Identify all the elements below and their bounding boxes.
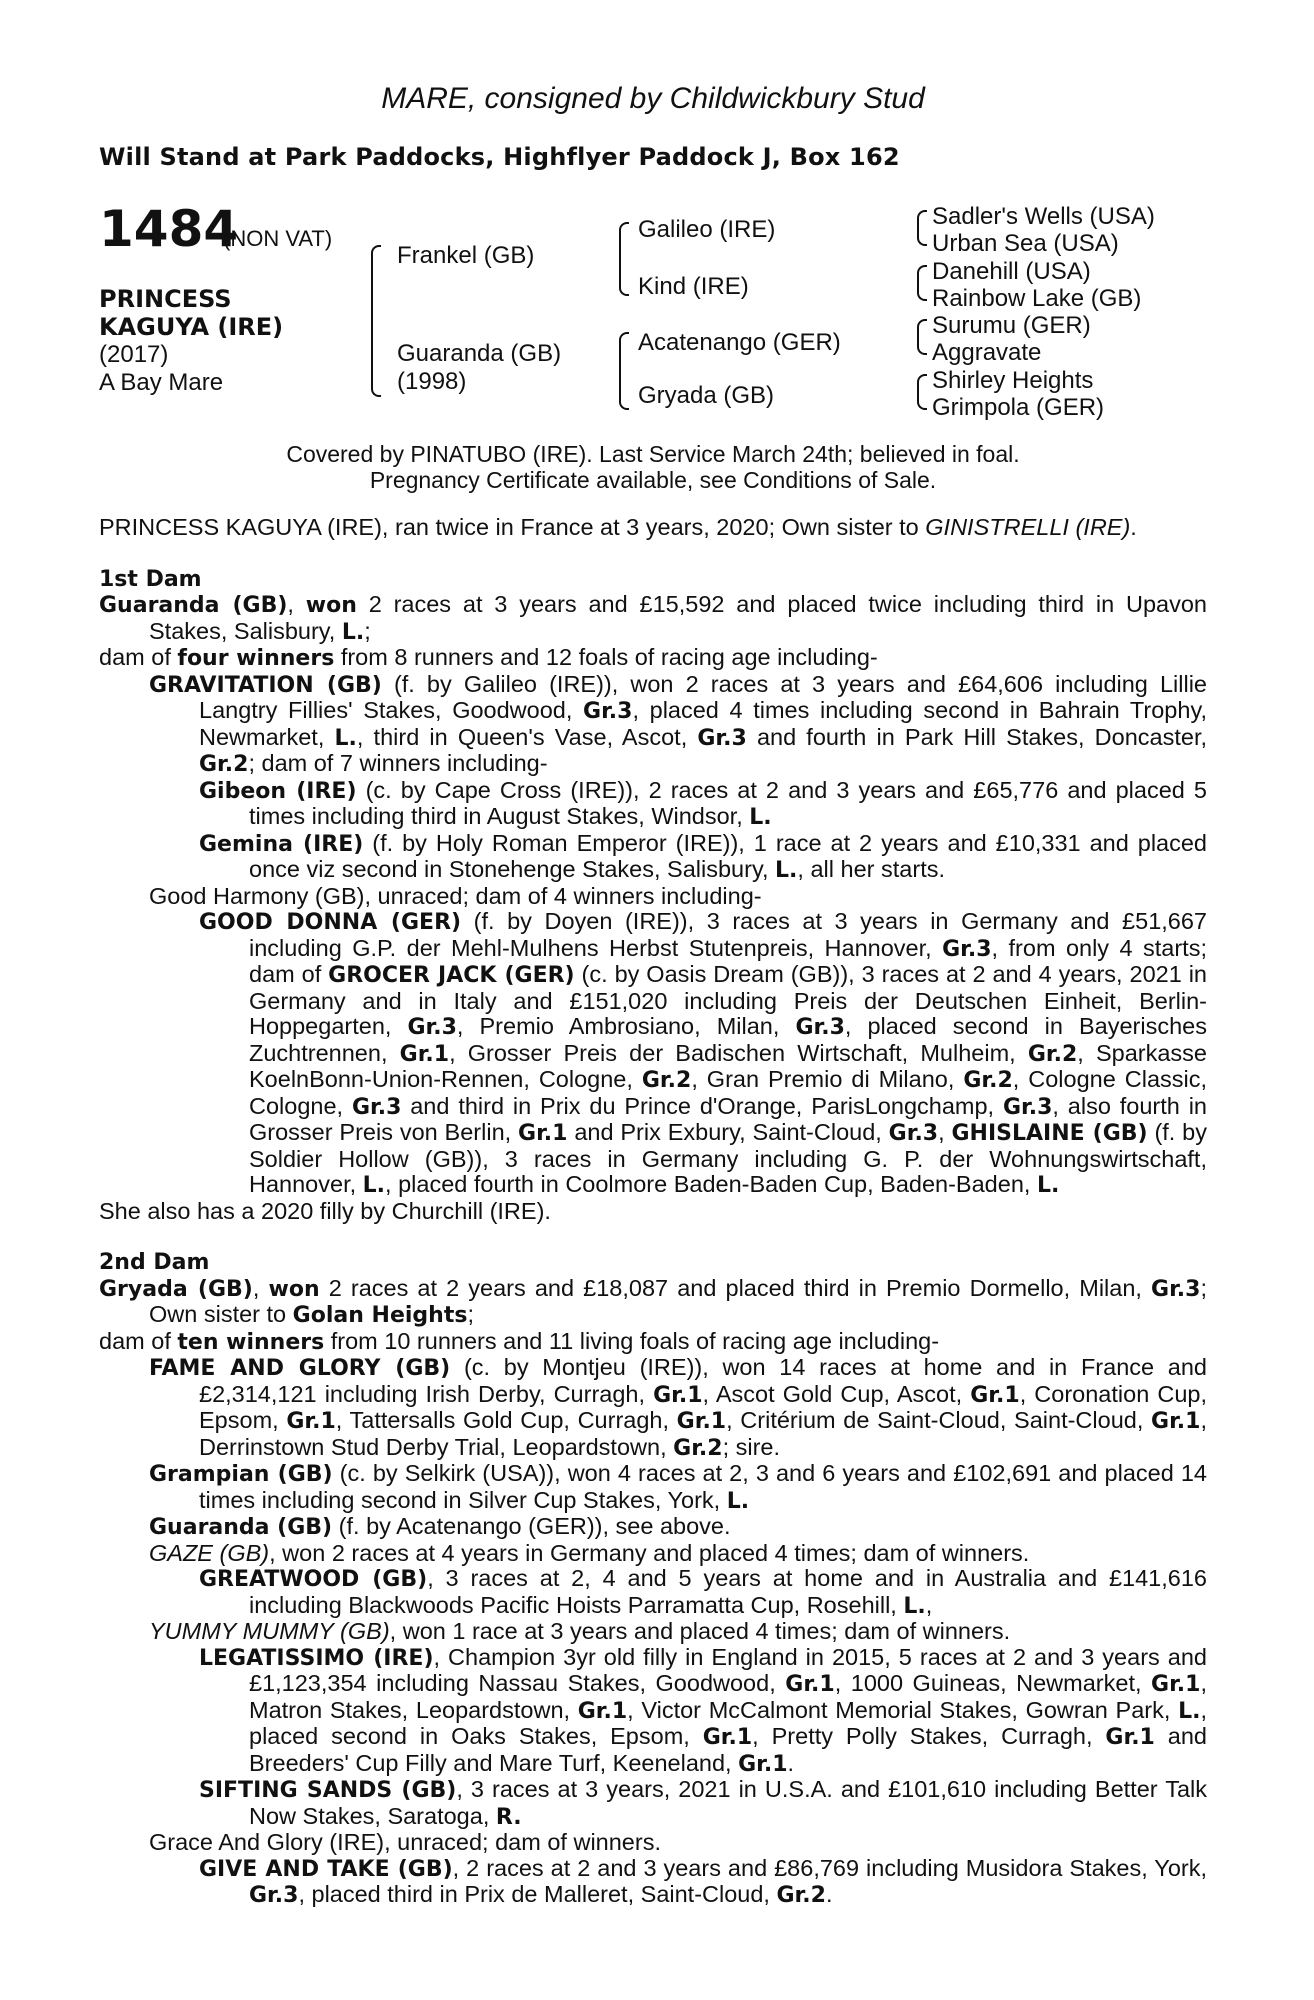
pedigree-dam-dam: Gryada (GB)	[638, 382, 775, 409]
covering-info	[99, 441, 1207, 493]
produce-entry: GOOD DONNA (GER) (f. by Doyen (IRE)), 3 races at 3 years in Germany and £51,667 including G.P. der Mehl-Mulhens Herbst Stutenpreis, Hannover, Gr.3, from only 4 starts; dam of GROCER JACK (GER) (c. by Oasis Dream (GB)), 3 races at 2 and 4 years, 2021 in Germany and in Italy and £151,020 including Preis der Deutschen Einheit, Berlin-Hoppegarten, Gr.3, Premio Ambrosiano, Milan, Gr.3, placed second in Bayerisches Zuchtrennen, Gr.1, Grosser Preis der Badischen Wirtschaft, Mulheim, Gr.2, Sparkasse KoelnBonn-Union-Rennen, Cologne, Gr.2, Gran Premio di Milano, Gr.2, Cologne Classic, Cologne, Gr.3 and third in Prix du Prince d'Orange, ParisLongchamp, Gr.3, also fourth in Grosser Preis von Berlin, Gr.1 and Prix Exbury, Saint-Cloud, Gr.3, GHISLAINE (GB) (f. by Soldier Hollow (GB)), 3 races in Germany including G. P. der Wohnungswirtschaft, Hannover, L., placed fourth in Coolmore Baden-Baden Cup, Baden-Baden, L.	[199, 908, 1208, 1198]
pedigree-dam-year: (1998)	[397, 368, 467, 395]
produce-entry: Gibeon (IRE) (c. by Cape Cross (IRE)), 2 races at 2 and 3 years and £65,776 and placed 5 times including third in August Stakes, Windsor, L.	[199, 776, 1207, 830]
produce-entry: Gemina (IRE) (f. by Holy Roman Emperor (IRE)), 1 race at 2 years and £10,331 and placed once viz second in Stonehenge Stakes, Salisbury, L., all her starts.	[199, 829, 1207, 883]
first-dam-heading: 1st Dam	[99, 566, 202, 592]
horse-name-line1: PRINCESS	[99, 285, 232, 313]
horse-year: (2017)	[99, 341, 169, 368]
pedigree-dss: Surumu (GER)	[932, 312, 1091, 339]
pedigree-sds: Danehill (USA)	[932, 258, 1091, 285]
pedigree-sire-dam: Kind (IRE)	[638, 273, 749, 300]
produce-entry: SIFTING SANDS (GB), 3 races at 3 years, 2021 in U.S.A. and £101,610 including Better Talk Now Stakes, Saratoga, R.	[199, 1776, 1207, 1830]
horse-info	[99, 341, 223, 397]
vat-status: (NON VAT)	[223, 226, 333, 251]
pedigree-dds: Shirley Heights	[932, 367, 1094, 394]
produce-entry: Good Harmony (GB), unraced; dam of 4 winners including-	[149, 882, 762, 909]
horse-description: A Bay Mare	[99, 369, 224, 396]
pedigree-bracket	[917, 281, 927, 301]
dam-paragraph: Gryada (GB), won 2 races at 2 years and £18,087 and placed third in Premio Dormello, Milan, Gr.3; Own sister to Golan Heights;	[99, 1274, 1207, 1328]
pedigree-ddd: Grimpola (GER)	[932, 394, 1105, 421]
pedigree-dam-sire: Acatenango (GER)	[638, 329, 841, 356]
pedigree-bracket	[619, 332, 629, 364]
pedigree-sire-sire: Galileo (IRE)	[638, 216, 776, 243]
pedigree-bracket	[917, 390, 927, 410]
produce-entry: Grace And Glory (IRE), unraced; dam of winners.	[149, 1829, 661, 1855]
catalogue-body	[99, 515, 1207, 1909]
dam-produce-summary: dam of ten winners from 10 runners and 11 living foals of racing age including-	[99, 1327, 940, 1355]
pedigree-bracket	[917, 335, 927, 355]
pedigree-bracket	[619, 362, 629, 410]
lot-number: 1484	[99, 200, 239, 258]
stand-location: Will Stand at Park Paddocks, Highflyer Paddock J, Box 162	[99, 143, 900, 171]
produce-entry: LEGATISSIMO (IRE), Champion 3yr old filly in England in 2015, 5 races at 2 and 3 years and £1,123,354 including Nassau Stakes, Goodwood, Gr.1, 1000 Guineas, Newmarket, Gr.1, Matron Stakes, Leopardstown, Gr.1, Victor McCalmont Memorial Stakes, Gowran Park, L., placed second in Oaks Stakes, Epsom, Gr.1, Pretty Polly Stakes, Curragh, Gr.1 and Breeders' Cup Filly and Mare Turf, Keeneland, Gr.1.	[199, 1643, 1207, 1777]
pedigree-dsd: Aggravate	[932, 339, 1042, 366]
pedigree-bracket	[371, 245, 381, 325]
intro-paragraph: PRINCESS KAGUYA (IRE), ran twice in France at 3 years, 2020; Own sister to GINISTRELLI (IRE).	[99, 514, 1137, 540]
pedigree-sss: Sadler's Wells (USA)	[932, 203, 1155, 230]
produce-entry: GRAVITATION (GB) (f. by Galileo (IRE)), won 2 races at 3 years and £64,606 including Lillie Langtry Fillies' Stakes, Goodwood, Gr.3, placed 4 times including second in Bahrain Trophy, Newmarket, L., third in Queen's Vase, Ascot, Gr.3 and fourth in Park Hill Stakes, Doncaster, Gr.2; dam of 7 winners including-	[149, 670, 1207, 777]
also-note: She also has a 2020 filly by Churchill (IRE).	[99, 1197, 551, 1224]
produce-entry: Grampian (GB) (c. by Selkirk (USA)), won 4 races at 2, 3 and 6 years and £102,691 and placed 14 times including second in Silver Cup Stakes, York, L.	[149, 1460, 1207, 1514]
pedigree-bracket	[619, 258, 629, 296]
pedigree-ssd: Urban Sea (USA)	[932, 230, 1119, 257]
pedigree-dam: Guaranda (GB)	[397, 340, 562, 367]
produce-entry: GIVE AND TAKE (GB), 2 races at 2 and 3 years and £86,769 including Musidora Stakes, York, Gr.3, placed third in Prix de Malleret, Saint-Cloud, Gr.2.	[199, 1854, 1208, 1908]
second-dam-heading: 2nd Dam	[99, 1250, 210, 1275]
dam-paragraph: Guaranda (GB), won 2 races at 3 years and £15,592 and placed twice including third in Upavon Stakes, Salisbury, L.;	[99, 591, 1207, 645]
produce-entry: YUMMY MUMMY (GB), won 1 race at 3 years and placed 4 times; dam of winners.	[149, 1618, 1011, 1644]
horse-name-line2: KAGUYA (IRE)	[99, 313, 284, 341]
horse-name	[99, 285, 283, 341]
pedigree-sire: Frankel (GB)	[397, 242, 535, 269]
produce-entry: GAZE (GB), won 2 races at 4 years in Germany and placed 4 times; dam of winners.	[149, 1539, 1030, 1566]
pedigree-bracket	[371, 323, 381, 397]
pedigree-bracket	[917, 226, 927, 246]
consignor-heading: MARE, consigned by Childwickbury Stud	[381, 82, 925, 115]
produce-entry: FAME AND GLORY (GB) (c. by Montjeu (IRE)), won 14 races at home and in France and £2,314,121 including Irish Derby, Curragh, Gr.1, Ascot Gold Cup, Ascot, Gr.1, Coronation Cup, Epsom, Gr.1, Tattersalls Gold Cup, Curragh, Gr.1, Critérium de Saint-Cloud, Saint-Cloud, Gr.1, Derrinstown Stud Derby Trial, Leopardstown, Gr.2; sire.	[149, 1354, 1208, 1461]
produce-entry: Guaranda (GB) (f. by Acatenango (GER)), see above.	[149, 1513, 731, 1540]
dam-produce-summary: dam of four winners from 8 runners and 12 foals of racing age including-	[99, 644, 878, 671]
pedigree-bracket	[619, 222, 629, 260]
produce-entry: GREATWOOD (GB), 3 races at 2, 4 and 5 years at home and in Australia and £141,616 including Blackwoods Pacific Hoists Parramatta Cup, Rosehill, L.,	[199, 1565, 1207, 1619]
covering-line: Covered by PINATUBO (IRE). Last Service March 24th; believed in foal.	[286, 441, 1020, 467]
pregnancy-line: Pregnancy Certificate available, see Conditions of Sale.	[369, 467, 937, 493]
pedigree-sdd: Rainbow Lake (GB)	[932, 285, 1142, 312]
